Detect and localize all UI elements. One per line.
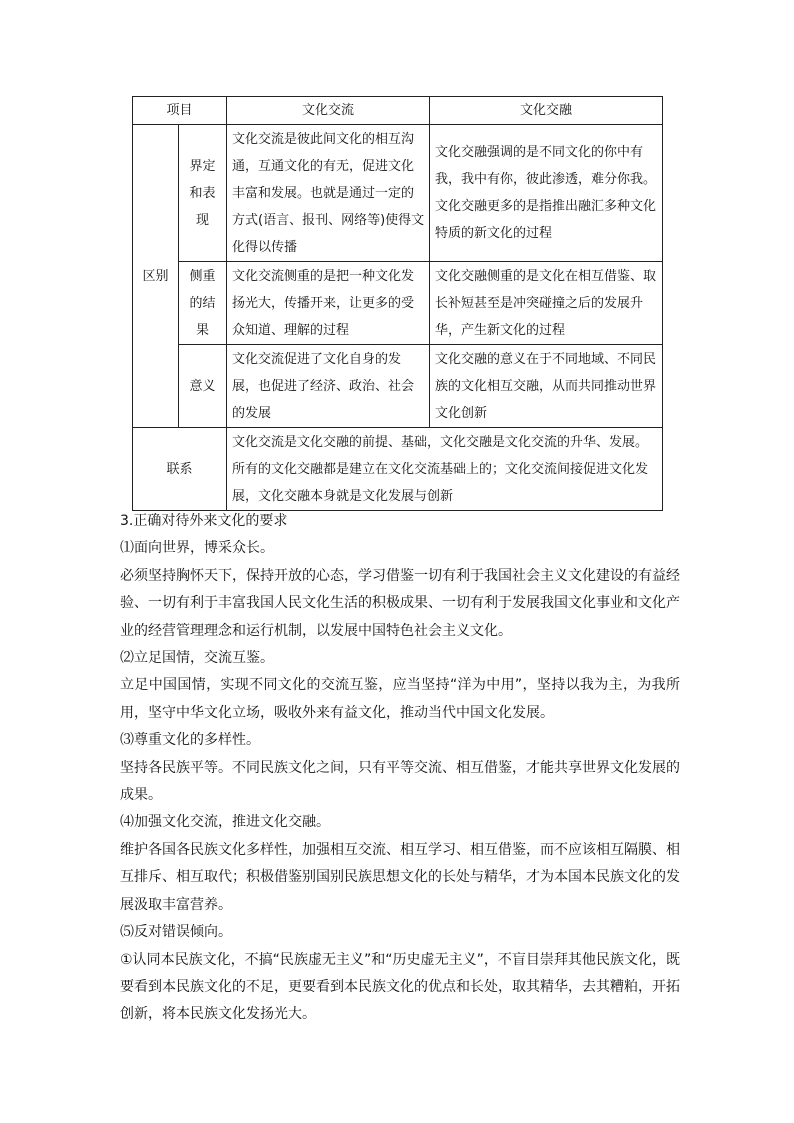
header-fusion: 文化交融 [430, 97, 663, 125]
comparison-table [132, 96, 663, 511]
header-item: 项目 [133, 97, 227, 125]
table-row [133, 428, 663, 511]
table-row [133, 125, 663, 262]
group-label-difference: 区别 [133, 125, 179, 428]
row-label-line: 现 [196, 212, 210, 228]
cell-fusion-focus: 文化交融侧重的是文化在相互借鉴、取长补短甚至是冲突碰撞之后的发展升华，产生新文化的过程 [430, 262, 663, 345]
item-title: ⑴面向世界，博采众长。 [120, 540, 274, 557]
item-text: 立足中国国情，实现不同文化的交流互鉴，应当坚持“洋为中用”，坚持以我为主，为我所用，坚守中华文化立场，吸收外来有益文化，推动当代中国文化发展。 [120, 677, 680, 721]
row-label-line: 和表 [189, 185, 216, 201]
table-header-row [133, 97, 663, 125]
cell-fusion-definition: 文化交融强调的是不同文化的你中有我，我中有你，彼此渗透，难分你我。文化交融更多的是指推出融汇多种文化特质的新文化的过程 [430, 125, 663, 262]
row-label-line: 侧重 [189, 268, 216, 284]
row-label-line: 果 [196, 322, 210, 338]
cell-fusion-significance: 文化交融的意义在于不同地域、不同民族的文化相互交融，从而共同推动世界文化创新 [430, 345, 663, 428]
item-text: 维护各国各民族文化多样性，加强相互交流、相互学习、相互借鉴，而不应该相互隔膜、相互排斥、相互取代；积极借鉴别国别民族思想文化的长处与精华，才为本国本民族文化的发展汲取丰富营养。 [120, 841, 680, 913]
item-text: 必须坚持胸怀天下，保持开放的心态，学习借鉴一切有利于我国社会主义文化建设的有益经验、一切有利于丰富我国人民文化生活的积极成果、一切有利于发展我国文化事业和文化产业的经营管理理念和运行机制，以发展中国特色社会主义文化。 [120, 567, 680, 639]
row-label-line: 的结 [189, 295, 216, 311]
row-label-line: 意义 [189, 378, 216, 394]
header-exchange: 文化交流 [227, 97, 430, 125]
row-label-definition [179, 125, 227, 262]
item-text: 坚持各民族平等。不同民族文化之间，只有平等交流、相互借鉴，才能共享世界文化发展的成果。 [120, 759, 680, 804]
body-section [120, 508, 680, 1029]
row-label-significance [179, 345, 227, 428]
item-text: ①认同本民族文化，不搞“民族虚无主义”和“历史虚无主义”，不盲目崇拜其他民族文化，既要看到本民族文化的不足，更要看到本民族文化的优点和长处，取其精华，去其糟粕，开拓创新，将本民族文化发扬光大。 [120, 951, 680, 1023]
item-title: ⑵立足国情，交流互鉴。 [120, 650, 274, 667]
cell-exchange-significance: 文化交流促进了文化自身的发展，也促进了经济、政治、社会的发展 [227, 345, 430, 428]
relation-label: 联系 [133, 428, 227, 511]
item-title: ⑶尊重文化的多样性。 [120, 732, 260, 749]
row-label-line: 界定 [189, 158, 216, 174]
item-title: ⑸反对错误倾向。 [120, 924, 232, 941]
section-heading: 3.正确对待外来文化的要求 [120, 513, 288, 529]
item-title: ⑷加强文化交流，推进文化交融。 [120, 814, 330, 831]
cell-exchange-definition: 文化交流是彼此间文化的相互沟通，互通文化的有无，促进文化丰富和发展。也就是通过一定的方式(语言、报刊、网络等)使得文化得以传播 [227, 125, 430, 262]
relation-text: 文化交流是文化交融的前提、基础，文化交融是文化交流的升华、发展。所有的文化交融都是建立在文化交流基础上的；文化交流间接促进文化发展，文化交融本身就是文化发展与创新 [227, 428, 663, 511]
row-label-focus [179, 262, 227, 345]
table-row [133, 262, 663, 345]
cell-exchange-focus: 文化交流侧重的是把一种文化发扬光大，传播开来，让更多的受众知道、理解的过程 [227, 262, 430, 345]
table-row [133, 345, 663, 428]
